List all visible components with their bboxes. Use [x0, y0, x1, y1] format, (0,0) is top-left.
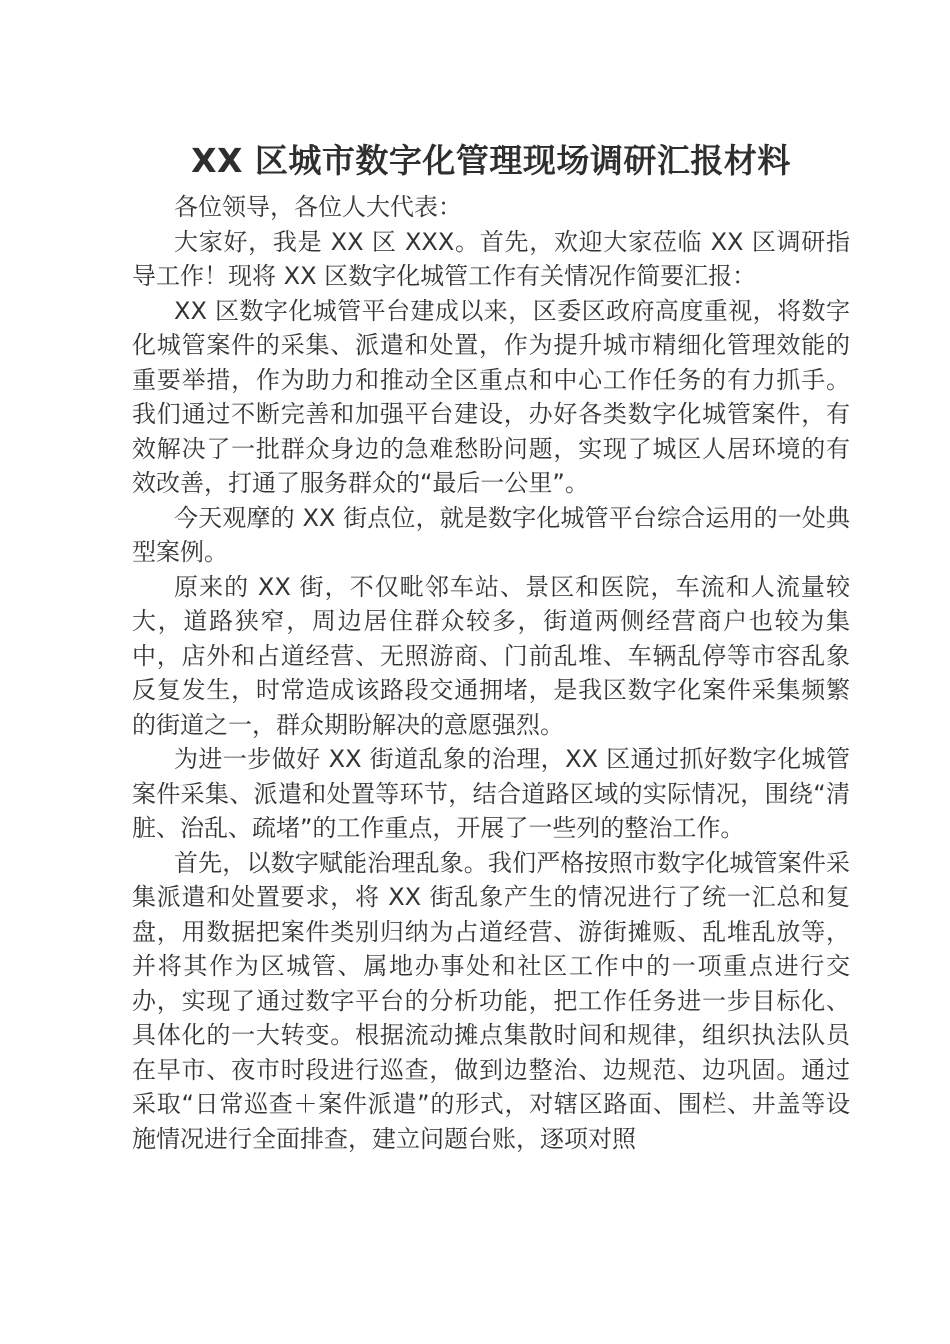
paragraph-digital-empowerment: 首先，以数字赋能治理乱象。我们严格按照市数字化城管案件采集派遣和处置要求，将 XX 街乱象产生的情况进行了统一汇总和复盘，用数据把案件类别归纳为占道经营、游街摊贩、乱堆乱放等，并将其作为区城管、属地办事处和社区工作中的一项重点进行交办，实现了通过数字平台的分析功能，把工作任务进一步目标化、具体化的一大转变。根据流动摊点集散时间和规律，组织执法队员在早市、夜市时段进行巡查，做到边整治、边规范、边巩固。通过采取“日常巡查＋案件派遣”的形式，对辖区路面、围栏、井盖等设施情况进行全面排查，建立问题台账，逐项对照 — [132, 848, 850, 1153]
paragraph-street-background: 原来的 XX 街，不仅毗邻车站、景区和医院，车流和人流量较大，道路狭窄，周边居住群众较多，街道两侧经营商户也较为集中，店外和占道经营、无照游商、门前乱堆、车辆乱停等市容乱象反复发生，时常造成该路段交通拥堵，是我区数字化案件采集频繁的街道之一，群众期盼解决的意愿强烈。 — [132, 572, 850, 739]
document-title: XX 区城市数字化管理现场调研汇报材料 — [191, 141, 791, 180]
document-body — [132, 138, 850, 1156]
paragraph-salutation: 各位领导，各位人大代表： — [174, 193, 462, 221]
paragraph-governance-approach: 为进一步做好 XX 街道乱象的治理，XX 区通过抓好数字化城管案件采集、派遣和处置等环节，结合道路区域的实际情况，围绕“清脏、治乱、疏堵”的工作重点，开展了一些列的整治工作。 — [132, 745, 850, 842]
paragraph-site-intro: 今天观摩的 XX 街点位，就是数字化城管平台综合运用的一处典型案例。 — [132, 503, 850, 566]
paragraph-platform-overview: XX 区数字化城管平台建成以来，区委区政府高度重视，将数字化城管案件的采集、派遣和处置，作为提升城市精细化管理效能的重要举措，作为助力和推动全区重点和中心工作任务的有力抓手。我们通过不断完善和加强平台建设，办好各类数字化城管案件，有效解决了一批群众身边的急难愁盼问题，实现了城区人居环境的有效改善，打通了服务群众的“最后一公里”。 — [132, 296, 850, 497]
paragraph-greeting: 大家好，我是 XX 区 XXX。首先，欢迎大家莅临 XX 区调研指导工作！现将 XX 区数字化城管工作有关情况作简要汇报： — [132, 227, 850, 290]
